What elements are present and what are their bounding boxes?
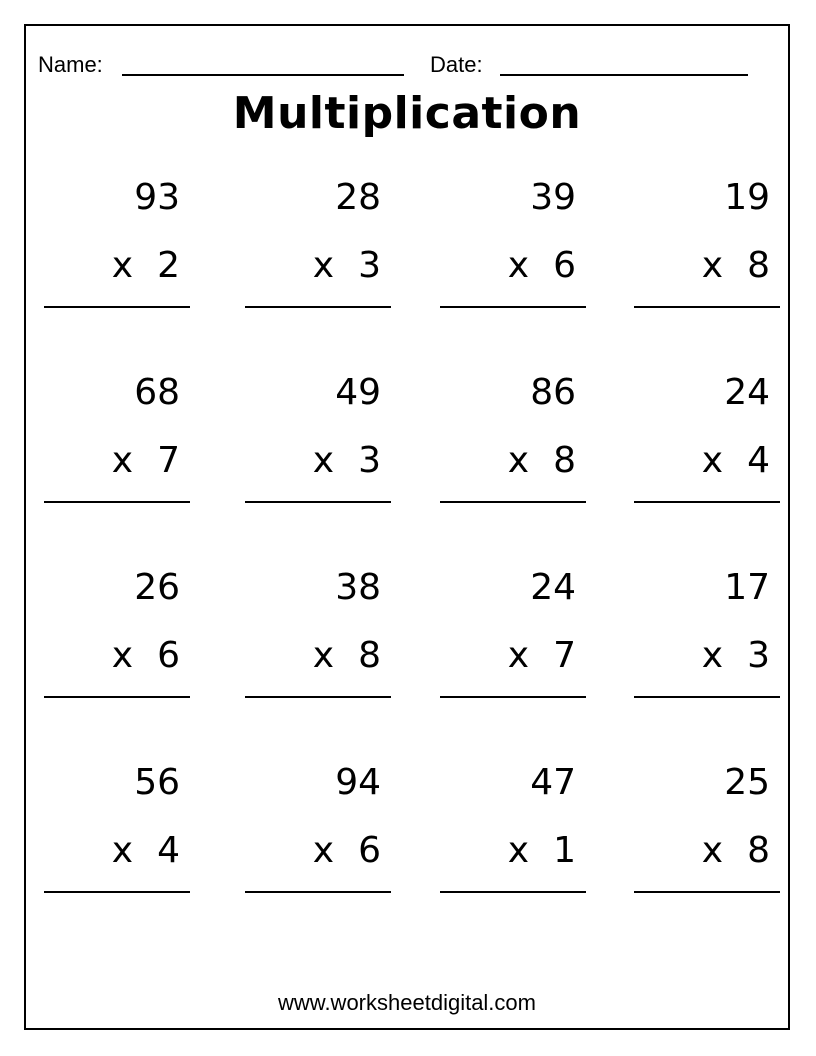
multiplicand: 38 — [335, 567, 381, 608]
multiply-sign: x — [111, 245, 134, 286]
problem-1 — [44, 176, 190, 326]
answer-line[interactable] — [634, 501, 780, 503]
multiplier-row — [313, 439, 381, 483]
answer-line[interactable] — [440, 306, 586, 308]
name-blank-line[interactable] — [122, 74, 404, 76]
multiplier-row — [702, 829, 770, 873]
multiply-sign: x — [111, 830, 134, 871]
answer-line[interactable] — [44, 696, 190, 698]
multiplier: 3 — [358, 245, 381, 286]
footer-url: www.worksheetdigital.com — [278, 990, 536, 1015]
multiply-sign: x — [507, 245, 530, 286]
problem-11 — [440, 566, 586, 716]
problem-16 — [634, 761, 780, 911]
multiplier-row — [112, 439, 180, 483]
multiplier-row — [508, 634, 576, 678]
multiplier: 8 — [747, 245, 770, 286]
name-label: Name: — [38, 52, 103, 77]
problem-6 — [245, 371, 391, 521]
multiplier: 7 — [553, 635, 576, 676]
problem-15 — [440, 761, 586, 911]
multiply-sign: x — [507, 635, 530, 676]
problem-10 — [245, 566, 391, 716]
problem-9 — [44, 566, 190, 716]
multiplier-row — [702, 439, 770, 483]
multiply-sign: x — [312, 245, 335, 286]
answer-line[interactable] — [440, 696, 586, 698]
multiplicand: 93 — [134, 177, 180, 218]
multiplier-row — [702, 634, 770, 678]
answer-line[interactable] — [634, 891, 780, 893]
answer-line[interactable] — [44, 501, 190, 503]
answer-line[interactable] — [245, 501, 391, 503]
multiplicand: 25 — [724, 762, 770, 803]
answer-line[interactable] — [44, 306, 190, 308]
multiplier: 8 — [747, 830, 770, 871]
multiply-sign: x — [507, 440, 530, 481]
answer-line[interactable] — [245, 696, 391, 698]
multiplier: 6 — [553, 245, 576, 286]
multiplier: 2 — [157, 245, 180, 286]
multiplier-row — [313, 244, 381, 288]
multiplier-row — [313, 829, 381, 873]
multiply-sign: x — [701, 440, 724, 481]
multiplier-row — [508, 244, 576, 288]
multiplicand: 56 — [134, 762, 180, 803]
multiplier-row — [508, 829, 576, 873]
multiplier-row — [313, 634, 381, 678]
page-title: Multiplication — [232, 88, 582, 139]
problem-4 — [634, 176, 780, 326]
problem-3 — [440, 176, 586, 326]
multiplier-row — [112, 634, 180, 678]
multiplicand: 17 — [724, 567, 770, 608]
multiply-sign: x — [507, 830, 530, 871]
multiply-sign: x — [111, 440, 134, 481]
multiplier-row — [702, 244, 770, 288]
multiplicand: 86 — [530, 372, 576, 413]
multiply-sign: x — [111, 635, 134, 676]
answer-line[interactable] — [634, 696, 780, 698]
multiplier: 6 — [358, 830, 381, 871]
multiply-sign: x — [312, 635, 335, 676]
header-fields — [38, 52, 778, 80]
problem-2 — [245, 176, 391, 326]
answer-line[interactable] — [245, 891, 391, 893]
multiplicand: 28 — [335, 177, 381, 218]
problem-13 — [44, 761, 190, 911]
multiplicand: 49 — [335, 372, 381, 413]
multiply-sign: x — [701, 635, 724, 676]
multiplier: 4 — [747, 440, 770, 481]
multiply-sign: x — [701, 245, 724, 286]
problem-8 — [634, 371, 780, 521]
multiply-sign: x — [312, 830, 335, 871]
problem-14 — [245, 761, 391, 911]
multiplier: 6 — [157, 635, 180, 676]
multiplicand: 24 — [530, 567, 576, 608]
multiply-sign: x — [312, 440, 335, 481]
worksheet-page — [24, 24, 790, 1030]
multiplier-row — [112, 829, 180, 873]
problem-5 — [44, 371, 190, 521]
multiplicand: 19 — [724, 177, 770, 218]
multiplier-row — [112, 244, 180, 288]
answer-line[interactable] — [245, 306, 391, 308]
multiplier: 4 — [157, 830, 180, 871]
multiplier: 3 — [747, 635, 770, 676]
answer-line[interactable] — [44, 891, 190, 893]
date-blank-line[interactable] — [500, 74, 748, 76]
problem-12 — [634, 566, 780, 716]
multiplier: 7 — [157, 440, 180, 481]
multiplier: 8 — [553, 440, 576, 481]
multiplier: 8 — [358, 635, 381, 676]
date-label: Date: — [430, 52, 483, 77]
multiplicand: 26 — [134, 567, 180, 608]
answer-line[interactable] — [440, 891, 586, 893]
multiplier: 3 — [358, 440, 381, 481]
answer-line[interactable] — [634, 306, 780, 308]
multiplicand: 68 — [134, 372, 180, 413]
multiplier: 1 — [553, 830, 576, 871]
problem-7 — [440, 371, 586, 521]
multiplicand: 47 — [530, 762, 576, 803]
multiplicand: 24 — [724, 372, 770, 413]
multiplicand: 39 — [530, 177, 576, 218]
multiplier-row — [508, 439, 576, 483]
multiplicand: 94 — [335, 762, 381, 803]
multiply-sign: x — [701, 830, 724, 871]
answer-line[interactable] — [440, 501, 586, 503]
